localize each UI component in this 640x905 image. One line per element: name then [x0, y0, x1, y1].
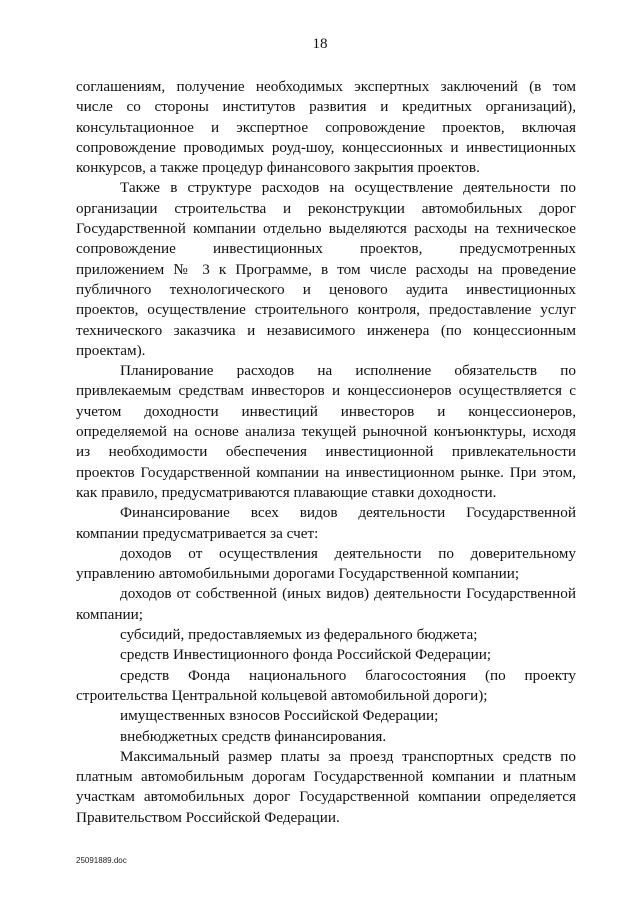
footer-file-name: 25091889.doc: [76, 856, 127, 865]
text-line: проектов Государственной компании на инвестиционном рынке. При этом,: [76, 463, 576, 481]
text-line: публичного технологического и ценового аудита инвестиционных: [76, 280, 576, 298]
paragraph-5: [76, 544, 576, 585]
paragraph-6: [76, 584, 576, 625]
text-line: доходов от собственной (иных видов) деятельности Государственной: [120, 585, 576, 603]
paragraph-2: [76, 178, 576, 361]
text-line: проектов, осуществление строительного контроля, предоставление услуг: [76, 301, 576, 319]
paragraph-10: [76, 706, 576, 726]
text-line: компании;: [76, 605, 143, 623]
paragraph-8: [76, 645, 576, 665]
body-text: [76, 77, 576, 828]
text-line: привлекаемым средствам инвесторов и концессионеров осуществляется с: [76, 382, 576, 400]
text-line: Планирование расходов на исполнение обязательств по: [120, 362, 576, 380]
paragraph-3: [76, 361, 576, 503]
paragraph-9: [76, 666, 576, 707]
text-line: Также в структуре расходов на осуществление деятельности по: [120, 179, 576, 197]
text-line: консультационное и экспертное сопровождение проектов, включая: [76, 118, 576, 136]
text-line: Правительством Российской Федерации.: [76, 808, 340, 826]
text-line: внебюджетных средств финансирования.: [120, 727, 387, 745]
text-line: Финансирование всех видов деятельности Государственной: [120, 504, 576, 522]
text-line: как правило, предусматриваются плавающие ставки доходности.: [76, 483, 497, 501]
paragraph-4: [76, 503, 576, 544]
paragraph-7: [76, 625, 576, 645]
paragraph-1: [76, 77, 576, 178]
text-line: Государственной компании отдельно выделяются расходы на техническое: [76, 220, 576, 238]
text-line: субсидий, предоставляемых из федерального бюджета;: [120, 626, 478, 644]
text-line: Максимальный размер платы за проезд транспортных средств по: [120, 747, 576, 765]
text-line: средств Инвестиционного фонда Российской Федерации;: [120, 646, 492, 664]
text-line: сопровождение инвестиционных проектов, предусмотренных: [76, 240, 576, 258]
text-line: участкам автомобильных дорог Государственной компании определяется: [76, 788, 576, 806]
text-line: средств Фонда национального благосостояния (по проекту: [120, 666, 576, 684]
text-line: управлению автомобильными дорогами Государственной компании;: [76, 565, 520, 583]
text-line: числе со стороны институтов развития и кредитных организаций),: [76, 98, 576, 116]
paragraph-12: [76, 747, 576, 828]
text-line: проектам).: [76, 341, 146, 359]
text-line: учетом доходности инвестиций инвесторов и концессионеров,: [76, 402, 576, 420]
text-line: сопровождение проводимых роуд-шоу, концессионных и инвестиционных: [76, 138, 576, 156]
text-line: соглашениям, получение необходимых экспертных заключений (в том: [76, 78, 576, 95]
text-line: технического заказчика и независимого инженера (по концессионным: [76, 321, 576, 339]
paragraph-11: [76, 727, 576, 747]
text-line: доходов от осуществления деятельности по доверительному: [120, 544, 576, 562]
text-line: организации строительства и реконструкции автомобильных дорог: [76, 199, 576, 217]
text-line: приложением № 3 к Программе, в том числе расходы на проведение: [76, 260, 576, 278]
text-line: определяемой на основе анализа текущей рыночной конъюнктуры, исходя: [76, 423, 576, 441]
page-number: 18: [312, 36, 328, 52]
text-line: конкурсов, а также процедур финансового закрытия проектов.: [76, 159, 480, 177]
text-line: имущественных взносов Российской Федерации;: [120, 707, 439, 725]
text-line: платным автомобильным дорогам Государственной компании и платным: [76, 768, 576, 786]
text-line: строительства Центральной кольцевой автомобильной дороги);: [76, 686, 488, 704]
text-line: компании предусматривается за счет:: [76, 524, 319, 542]
text-line: из необходимости обеспечения инвестиционной привлекательности: [76, 443, 576, 461]
